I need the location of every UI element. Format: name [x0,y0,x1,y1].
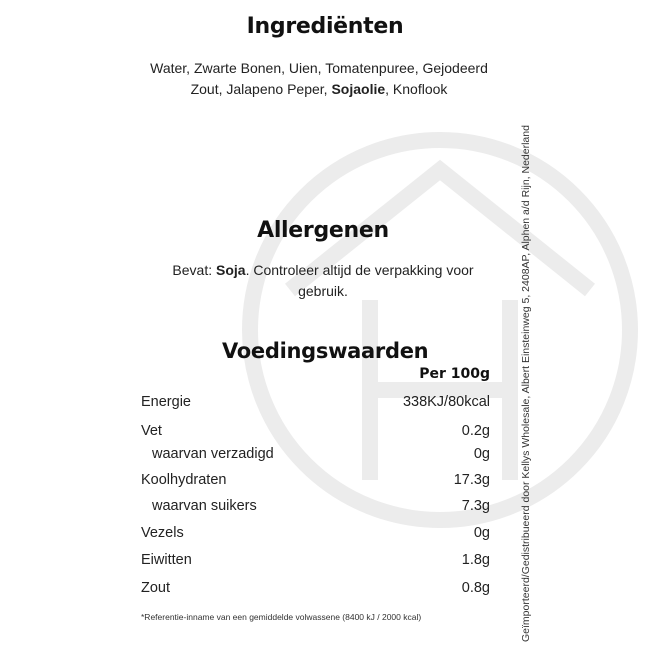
nutrition-row-vet [141,423,490,443]
row-value: 7.3g [461,498,490,514]
importer-info-vertical: Geïmporteerd/Gedistribueerd door Kellys Wholesale, Albert Einsteinweg 5, 2408AP, Alphen a/d Rijn, Nederland [520,125,532,642]
row-label: Koolhydraten [141,472,227,488]
ingredients-line2-start: Zout, Jalapeno Peper, [190,80,328,97]
nutrition-row-suikers [141,498,490,518]
nutrition-row-zout [141,580,490,600]
ingredients-line2-end: , Knoflook [385,80,448,97]
row-label: Vet [141,423,162,439]
ingredients-line1: Water, Zwarte Bonen, Uien, Tomatenpuree, Gejodeerd [150,60,488,76]
ingredients-text [130,58,508,99]
allergens-bold: Soja [216,262,246,278]
row-value: 17.3g [453,472,490,488]
nutrition-row-eiwitten [141,552,490,572]
row-label: Energie [141,394,191,410]
reference-footnote: *Referentie-inname van een gemiddelde volwassene (8400 kJ / 2000 kcal) [141,612,422,622]
row-label: waarvan verzadigd [152,446,274,462]
row-value: 338KJ/80kcal [402,394,490,410]
ingredients-title: Ingrediënten [246,14,404,39]
row-label: Eiwitten [141,552,192,568]
row-value: 0g [473,446,490,462]
ingredients-allergen-bold: Sojaolie [331,80,386,97]
row-value: 1.8g [461,552,490,568]
row-label: Vezels [141,525,184,541]
row-value: 0.2g [461,423,490,439]
row-label: Zout [141,580,171,596]
allergens-prefix: Bevat: [172,262,213,278]
row-value: 0.8g [461,580,490,596]
nutrition-row-koolhydraten [141,472,490,492]
row-value: 0g [473,525,490,541]
allergens-text [150,260,496,301]
nutrition-row-vezels [141,525,490,545]
nutrition-row-energie [141,394,490,414]
per-100g-header: Per 100g [419,366,490,382]
nutrition-title: Voedingswaarden [222,339,429,363]
allergens-rest: . Controleer altijd de verpakking voor gebruik. [245,262,474,299]
nutrition-row-verzadigd [141,446,490,466]
row-label: waarvan suikers [152,498,257,514]
allergens-title: Allergenen [257,218,389,243]
